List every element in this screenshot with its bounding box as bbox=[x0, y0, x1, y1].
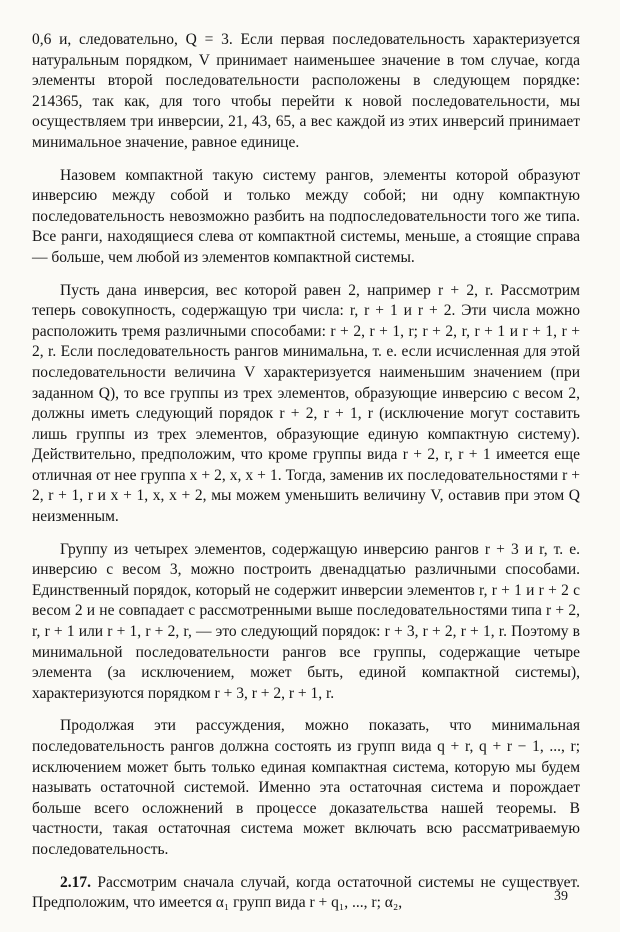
paragraph-1: 0,6 и, следовательно, Q = 3. Если первая последовательность характеризуется натуральным порядком, V принимает наименьшее значение в том случае, когда элементы второй последовательности расположены в следующем порядке: 214365, так как, для того чтобы перейти к новой последовательности, мы осуществляем три инверсии, 21, 43, 65, а вес каждой из этих инверсий принимает минимальное значение, равное единице. bbox=[32, 31, 580, 151]
paragraph-5: Продолжая эти рассуждения, можно показать, что минимальная последовательность рангов должна состоять из групп вида q + r, q + r − 1, ..., r; исключением может быть только единая компактная система, которую мы будем называть остаточной системой. Именно эта остаточная система и порождает больше всего осложнений в процессе доказательства нашей теоремы. В частности, такая остаточная система может включать всю рассматриваемую последовательность. bbox=[32, 717, 580, 858]
paragraph-4: Группу из четырех элементов, содержащую инверсию рангов r + 3 и r, т. е. инверсию с весом 3, можно построить двенадцатью различными способами. Единственный порядок, который не содержит инверсии элементов r, r + 1 и r + 2 с весом 2 и не совпадает с рассмотренными выше последовательностями типа r + 2, r, r + 1 или r + 1, r + 2, r, — это следующий порядок: r + 3, r + 2, r + 1, r. Поэтому в минимальной последовательности рангов все группы, содержащие четыре элемента (за исключением, может быть, единой компактной системы), характеризуются порядком r + 3, r + 2, r + 1, r. bbox=[32, 540, 580, 702]
page-body bbox=[32, 30, 580, 926]
page-number: 39 bbox=[554, 889, 568, 904]
paragraph-3: Пусть дана инверсия, вес которой равен 2, например r + 2, r. Рассмотрим теперь совокупность, содержащую три числа: r, r + 1 и r + 2. Эти числа можно расположить тремя различными способами: r + 2, r + 1, r; r + 2, r, r + 1 и r + 1, r + 2, r. Если последовательность рангов минимальна, т. е. если исчисленная для этой последовательности величина V характеризуется наименьшим значением (при заданном Q), то все группы из трех элементов, образующие инверсию с весом 2, должны иметь следующий порядок r + 2, r + 1, r (исключение могут составить лишь группы из трех элементов, образующие единую компактную систему). Действительно, предположим, что кроме группы вида r + 2, r, r + 1 имеется еще отличная от нее группа x + 2, x, x + 1. Тогда, заменив их последовательностями r + 2, r + 1, r и x + 1, x, x + 2, мы можем уменьшить величину V, оставив при этом Q неизменным. bbox=[32, 281, 580, 526]
paragraph-2: Назовем компактной такую систему рангов, элементы которой образуют инверсию между собой и только между собой; ни одну компактную последовательность невозможно разбить на подпоследовательности того же типа. Все ранги, находящиеся слева от компактной системы, меньше, а стоящие справа — больше, чем любой из элементов компактной системы. bbox=[32, 166, 580, 266]
paragraph-6 bbox=[32, 873, 580, 914]
section-number: 2.17. bbox=[60, 873, 91, 891]
section-text: Рассмотрим сначала случай, когда остаточной системы не существует. Предположим, что имеется α₁ групп вида r + q₁, ..., r; α₂, bbox=[32, 873, 581, 912]
